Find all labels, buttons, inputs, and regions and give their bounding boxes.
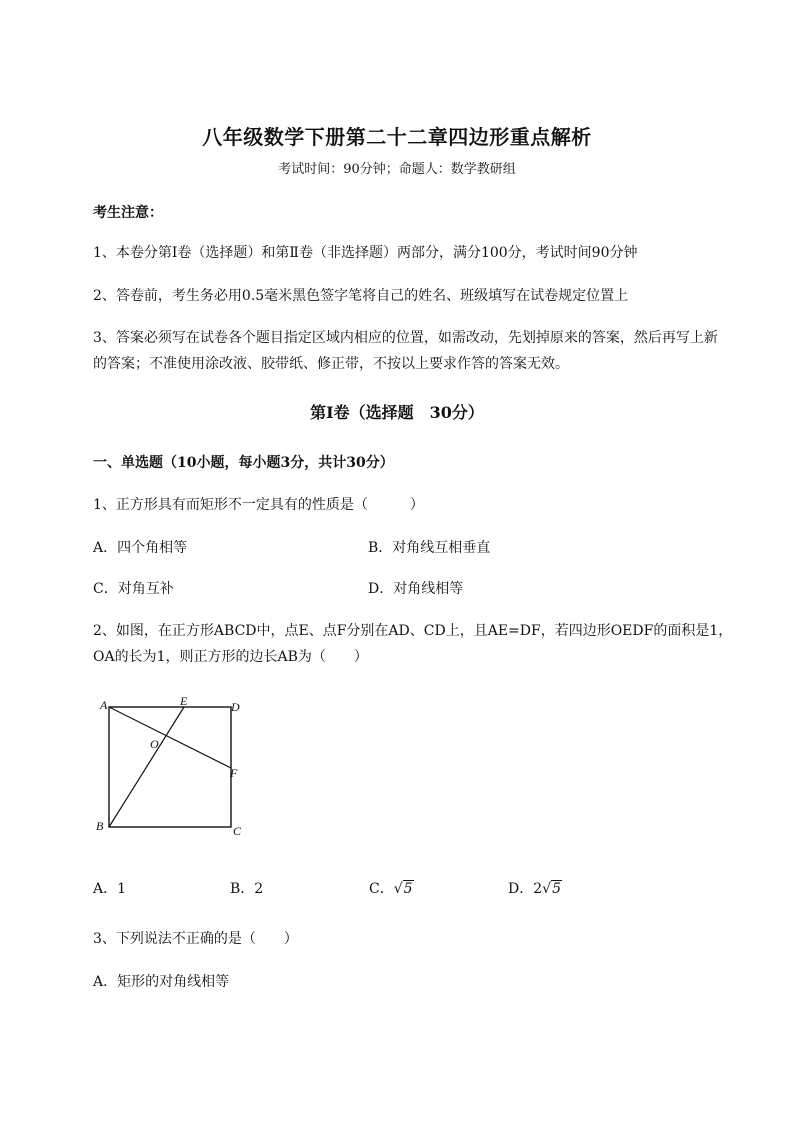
note-item-3-cont: 的答案；不准使用涂改液、胶带纸、修正带，不按以上要求作答的答案无效。 <box>93 356 569 372</box>
label-o: O <box>150 737 159 751</box>
question-2-stem-line1: 2、如图，在正方形ABCD中，点E、点F分别在AD、CD上，且AE=DF，若四边形OEDF的面积是1， <box>93 623 733 639</box>
square-abcd <box>109 707 231 827</box>
question-2-option-b[interactable]: B．2 <box>230 881 264 897</box>
sqrt-five-d: √5 <box>542 881 561 897</box>
question-2-option-a[interactable]: A．1 <box>93 881 127 897</box>
notes-heading: 考生注意： <box>93 205 163 221</box>
label-e: E <box>180 694 188 708</box>
option-c-prefix: C． <box>369 881 394 897</box>
note-item-1: 1、本卷分第I卷（选择题）和第Ⅱ卷（非选择题）两部分，满分100分，考试时间90分钟 <box>93 245 638 261</box>
question-3-stem: 3、下列说法不正确的是（ ） <box>93 931 298 947</box>
part-heading: 一、单选题（10小题，每小题3分，共计30分） <box>93 455 394 471</box>
question-2-stem-line2: OA的长为1，则正方形的边长AB为（ ） <box>93 649 368 665</box>
note-item-3: 3、答案必须写在试卷各个题目指定区域内相应的位置，如需改动，先划掉原来的答案，然后再写上新 <box>93 330 718 346</box>
exam-info: 考试时间：90分钟；命题人：数学教研组 <box>278 162 516 177</box>
segment-be <box>109 707 184 827</box>
question-1-option-a[interactable]: A．四个角相等 <box>93 540 188 556</box>
question-1-stem: 1、正方形具有而矩形不一定具有的性质是（ ） <box>93 497 424 513</box>
page-title: 八年级数学下册第二十二章四边形重点解析 <box>202 125 592 149</box>
option-d-prefix: D．2 <box>508 881 543 897</box>
question-1-option-d[interactable]: D．对角线相等 <box>368 581 464 597</box>
question-1-option-c[interactable]: C．对角互补 <box>93 581 174 597</box>
label-d: D <box>231 700 240 714</box>
section-title: 第I卷（选择题 30分） <box>310 403 484 422</box>
label-b: B <box>96 819 104 833</box>
question-2-option-c[interactable] <box>369 878 414 898</box>
question-2-option-d[interactable] <box>508 878 562 898</box>
sqrt-five: √5 <box>393 881 413 897</box>
label-c: C <box>233 824 242 838</box>
segment-af <box>109 707 231 768</box>
note-item-2: 2、答卷前，考生务必用0.5毫米黑色签字笔将自己的姓名、班级填写在试卷规定位置上 <box>93 288 629 304</box>
square-figure <box>90 692 250 842</box>
question-3-option-a[interactable]: A．矩形的对角线相等 <box>93 974 230 990</box>
question-1-option-b[interactable]: B．对角线互相垂直 <box>368 540 491 556</box>
label-f: F <box>230 766 238 780</box>
label-a: A <box>100 698 108 712</box>
